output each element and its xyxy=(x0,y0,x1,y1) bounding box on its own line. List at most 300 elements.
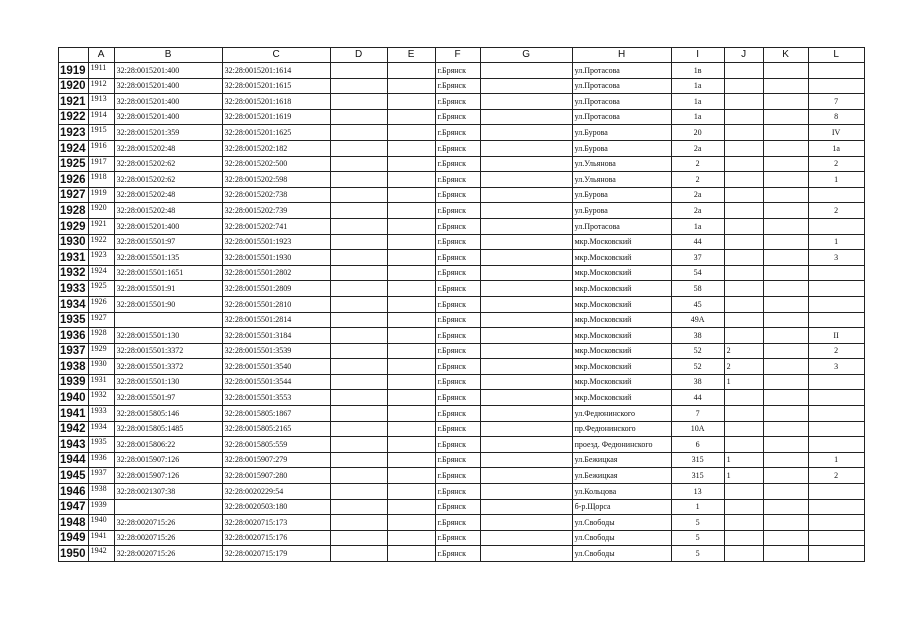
cell-h[interactable]: ул.Протасова xyxy=(572,109,671,125)
cell-d[interactable] xyxy=(330,343,387,359)
cell-l[interactable] xyxy=(808,437,864,453)
cell-d[interactable] xyxy=(330,234,387,250)
cell-b[interactable]: 32:28:0015202:48 xyxy=(114,187,222,203)
cell-k[interactable] xyxy=(763,94,808,110)
cell-f[interactable]: г.Брянск xyxy=(435,390,480,406)
cell-l[interactable] xyxy=(808,78,864,94)
cell-e[interactable] xyxy=(387,546,435,562)
row-number[interactable]: 1927 xyxy=(59,187,89,203)
cell-d[interactable] xyxy=(330,109,387,125)
cell-i[interactable]: 1а xyxy=(671,78,724,94)
cell-g[interactable] xyxy=(480,218,572,234)
cell-i[interactable]: 5 xyxy=(671,546,724,562)
cell-i[interactable]: 5 xyxy=(671,530,724,546)
row-number[interactable]: 1925 xyxy=(59,156,89,172)
cell-d[interactable] xyxy=(330,390,387,406)
cell-e[interactable] xyxy=(387,63,435,79)
cell-a[interactable]: 1932 xyxy=(88,390,114,406)
cell-g[interactable] xyxy=(480,484,572,500)
cell-a[interactable]: 1926 xyxy=(88,296,114,312)
cell-l[interactable] xyxy=(808,406,864,422)
cell-f[interactable]: г.Брянск xyxy=(435,250,480,266)
cell-g[interactable] xyxy=(480,63,572,79)
cell-f[interactable]: г.Брянск xyxy=(435,140,480,156)
cell-l[interactable] xyxy=(808,390,864,406)
cell-i[interactable]: 1 xyxy=(671,499,724,515)
cell-d[interactable] xyxy=(330,94,387,110)
column-header-b[interactable]: B xyxy=(114,48,222,63)
cell-k[interactable] xyxy=(763,265,808,281)
cell-k[interactable] xyxy=(763,421,808,437)
row-number[interactable]: 1928 xyxy=(59,203,89,219)
cell-g[interactable] xyxy=(480,156,572,172)
cell-d[interactable] xyxy=(330,156,387,172)
cell-c[interactable]: 32:28:0015501:2802 xyxy=(222,265,330,281)
cell-b[interactable]: 32:28:0015805:146 xyxy=(114,406,222,422)
cell-b[interactable]: 32:28:0015201:400 xyxy=(114,218,222,234)
cell-g[interactable] xyxy=(480,499,572,515)
cell-e[interactable] xyxy=(387,328,435,344)
cell-e[interactable] xyxy=(387,265,435,281)
cell-a[interactable]: 1923 xyxy=(88,250,114,266)
cell-j[interactable] xyxy=(724,328,763,344)
cell-b[interactable]: 32:28:0015501:130 xyxy=(114,374,222,390)
cell-g[interactable] xyxy=(480,359,572,375)
cell-h[interactable]: ул.Бежицкая xyxy=(572,452,671,468)
cell-a[interactable]: 1941 xyxy=(88,530,114,546)
cell-d[interactable] xyxy=(330,328,387,344)
cell-j[interactable]: 2 xyxy=(724,343,763,359)
cell-f[interactable]: г.Брянск xyxy=(435,359,480,375)
cell-k[interactable] xyxy=(763,203,808,219)
cell-g[interactable] xyxy=(480,406,572,422)
cell-h[interactable]: мкр.Московский xyxy=(572,265,671,281)
cell-j[interactable] xyxy=(724,265,763,281)
row-number[interactable]: 1947 xyxy=(59,499,89,515)
cell-b[interactable]: 32:28:0015201:400 xyxy=(114,63,222,79)
cell-l[interactable]: II xyxy=(808,328,864,344)
cell-f[interactable]: г.Брянск xyxy=(435,374,480,390)
cell-d[interactable] xyxy=(330,468,387,484)
cell-h[interactable]: ул.Бурова xyxy=(572,125,671,141)
cell-j[interactable] xyxy=(724,156,763,172)
cell-g[interactable] xyxy=(480,109,572,125)
cell-b[interactable]: 32:28:0015202:62 xyxy=(114,172,222,188)
cell-c[interactable]: 32:28:0015501:3553 xyxy=(222,390,330,406)
cell-c[interactable]: 32:28:0015805:559 xyxy=(222,437,330,453)
cell-d[interactable] xyxy=(330,515,387,531)
cell-i[interactable]: 2 xyxy=(671,156,724,172)
row-number[interactable]: 1932 xyxy=(59,265,89,281)
cell-l[interactable]: 8 xyxy=(808,109,864,125)
cell-f[interactable]: г.Брянск xyxy=(435,281,480,297)
cell-h[interactable]: ул.Ульянова xyxy=(572,172,671,188)
cell-b[interactable] xyxy=(114,312,222,328)
cell-e[interactable] xyxy=(387,125,435,141)
cell-e[interactable] xyxy=(387,140,435,156)
cell-e[interactable] xyxy=(387,78,435,94)
column-header-f[interactable]: F xyxy=(435,48,480,63)
cell-f[interactable]: г.Брянск xyxy=(435,452,480,468)
cell-c[interactable]: 32:28:0015501:3544 xyxy=(222,374,330,390)
cell-f[interactable]: г.Брянск xyxy=(435,172,480,188)
cell-b[interactable]: 32:28:0015201:400 xyxy=(114,109,222,125)
cell-j[interactable] xyxy=(724,421,763,437)
row-number[interactable]: 1941 xyxy=(59,406,89,422)
cell-j[interactable] xyxy=(724,172,763,188)
cell-b[interactable]: 32:28:0015501:130 xyxy=(114,328,222,344)
cell-k[interactable] xyxy=(763,78,808,94)
cell-j[interactable]: 1 xyxy=(724,468,763,484)
cell-d[interactable] xyxy=(330,187,387,203)
column-header-g[interactable]: G xyxy=(480,48,572,63)
cell-d[interactable] xyxy=(330,437,387,453)
row-number[interactable]: 1936 xyxy=(59,328,89,344)
cell-b[interactable]: 32:28:0015201:359 xyxy=(114,125,222,141)
cell-c[interactable]: 32:28:0015201:1614 xyxy=(222,63,330,79)
cell-i[interactable]: 315 xyxy=(671,452,724,468)
cell-l[interactable]: 7 xyxy=(808,94,864,110)
cell-b[interactable]: 32:28:0015501:135 xyxy=(114,250,222,266)
cell-g[interactable] xyxy=(480,421,572,437)
cell-l[interactable] xyxy=(808,374,864,390)
cell-c[interactable]: 32:28:0015201:1618 xyxy=(222,94,330,110)
cell-e[interactable] xyxy=(387,468,435,484)
cell-b[interactable]: 32:28:0015806:22 xyxy=(114,437,222,453)
cell-i[interactable]: 49А xyxy=(671,312,724,328)
cell-d[interactable] xyxy=(330,296,387,312)
cell-b[interactable]: 32:28:0015202:48 xyxy=(114,203,222,219)
cell-h[interactable]: ул.Ульянова xyxy=(572,156,671,172)
cell-i[interactable]: 2 xyxy=(671,172,724,188)
cell-e[interactable] xyxy=(387,390,435,406)
cell-i[interactable]: 10А xyxy=(671,421,724,437)
cell-c[interactable]: 32:28:0015501:2810 xyxy=(222,296,330,312)
cell-b[interactable]: 32:28:0015201:400 xyxy=(114,78,222,94)
cell-j[interactable] xyxy=(724,125,763,141)
cell-j[interactable] xyxy=(724,296,763,312)
cell-d[interactable] xyxy=(330,484,387,500)
cell-h[interactable]: ул.Свободы xyxy=(572,530,671,546)
cell-l[interactable]: 2 xyxy=(808,203,864,219)
cell-k[interactable] xyxy=(763,296,808,312)
row-number[interactable]: 1922 xyxy=(59,109,89,125)
cell-a[interactable]: 1922 xyxy=(88,234,114,250)
cell-a[interactable]: 1911 xyxy=(88,63,114,79)
cell-f[interactable]: г.Брянск xyxy=(435,546,480,562)
cell-b[interactable]: 32:28:0015501:1651 xyxy=(114,265,222,281)
cell-g[interactable] xyxy=(480,343,572,359)
row-number[interactable]: 1946 xyxy=(59,484,89,500)
cell-h[interactable]: ул.Кольцова xyxy=(572,484,671,500)
cell-e[interactable] xyxy=(387,250,435,266)
cell-e[interactable] xyxy=(387,234,435,250)
cell-h[interactable]: б-р.Щорса xyxy=(572,499,671,515)
cell-e[interactable] xyxy=(387,187,435,203)
cell-k[interactable] xyxy=(763,390,808,406)
cell-j[interactable] xyxy=(724,312,763,328)
row-number[interactable]: 1923 xyxy=(59,125,89,141)
column-header-c[interactable]: C xyxy=(222,48,330,63)
cell-g[interactable] xyxy=(480,452,572,468)
cell-b[interactable]: 32:28:0015501:97 xyxy=(114,390,222,406)
cell-d[interactable] xyxy=(330,374,387,390)
cell-e[interactable] xyxy=(387,437,435,453)
cell-h[interactable]: ул.Бежицкая xyxy=(572,468,671,484)
cell-h[interactable]: мкр.Московский xyxy=(572,234,671,250)
cell-a[interactable]: 1914 xyxy=(88,109,114,125)
cell-a[interactable]: 1942 xyxy=(88,546,114,562)
cell-i[interactable]: 45 xyxy=(671,296,724,312)
cell-k[interactable] xyxy=(763,530,808,546)
cell-a[interactable]: 1937 xyxy=(88,468,114,484)
cell-h[interactable]: ул.Протасова xyxy=(572,78,671,94)
cell-a[interactable]: 1935 xyxy=(88,437,114,453)
cell-g[interactable] xyxy=(480,140,572,156)
cell-f[interactable]: г.Брянск xyxy=(435,437,480,453)
cell-k[interactable] xyxy=(763,452,808,468)
cell-d[interactable] xyxy=(330,312,387,328)
cell-g[interactable] xyxy=(480,468,572,484)
cell-k[interactable] xyxy=(763,343,808,359)
cell-b[interactable]: 32:28:0020715:26 xyxy=(114,530,222,546)
cell-k[interactable] xyxy=(763,468,808,484)
cell-i[interactable]: 37 xyxy=(671,250,724,266)
cell-d[interactable] xyxy=(330,265,387,281)
cell-g[interactable] xyxy=(480,530,572,546)
cell-d[interactable] xyxy=(330,250,387,266)
cell-c[interactable]: 32:28:0015202:598 xyxy=(222,172,330,188)
cell-f[interactable]: г.Брянск xyxy=(435,406,480,422)
cell-h[interactable]: мкр.Московский xyxy=(572,328,671,344)
cell-h[interactable]: ул.Свободы xyxy=(572,546,671,562)
cell-a[interactable]: 1928 xyxy=(88,328,114,344)
cell-a[interactable]: 1915 xyxy=(88,125,114,141)
cell-c[interactable]: 32:28:0015501:3540 xyxy=(222,359,330,375)
cell-g[interactable] xyxy=(480,187,572,203)
row-number[interactable]: 1945 xyxy=(59,468,89,484)
cell-b[interactable]: 32:28:0015501:3372 xyxy=(114,343,222,359)
cell-a[interactable]: 1921 xyxy=(88,218,114,234)
cell-g[interactable] xyxy=(480,515,572,531)
cell-d[interactable] xyxy=(330,203,387,219)
cell-l[interactable]: 3 xyxy=(808,359,864,375)
row-number[interactable]: 1933 xyxy=(59,281,89,297)
cell-f[interactable]: г.Брянск xyxy=(435,421,480,437)
cell-c[interactable]: 32:28:0015501:3184 xyxy=(222,328,330,344)
cell-c[interactable]: 32:28:0015501:1930 xyxy=(222,250,330,266)
cell-g[interactable] xyxy=(480,172,572,188)
cell-e[interactable] xyxy=(387,156,435,172)
cell-k[interactable] xyxy=(763,187,808,203)
cell-h[interactable]: ул.Бурова xyxy=(572,140,671,156)
cell-l[interactable]: 2 xyxy=(808,156,864,172)
cell-a[interactable]: 1939 xyxy=(88,499,114,515)
cell-c[interactable]: 32:28:0015201:1619 xyxy=(222,109,330,125)
row-number[interactable]: 1942 xyxy=(59,421,89,437)
row-number[interactable]: 1926 xyxy=(59,172,89,188)
cell-j[interactable] xyxy=(724,187,763,203)
cell-e[interactable] xyxy=(387,312,435,328)
cell-i[interactable]: 52 xyxy=(671,343,724,359)
cell-j[interactable]: 2 xyxy=(724,359,763,375)
cell-b[interactable]: 32:28:0020715:26 xyxy=(114,546,222,562)
cell-j[interactable] xyxy=(724,499,763,515)
cell-e[interactable] xyxy=(387,94,435,110)
cell-g[interactable] xyxy=(480,328,572,344)
cell-j[interactable] xyxy=(724,109,763,125)
cell-e[interactable] xyxy=(387,452,435,468)
cell-i[interactable]: 44 xyxy=(671,234,724,250)
cell-c[interactable]: 32:28:0015501:2814 xyxy=(222,312,330,328)
cell-c[interactable]: 32:28:0015202:738 xyxy=(222,187,330,203)
cell-l[interactable]: 3 xyxy=(808,250,864,266)
cell-e[interactable] xyxy=(387,343,435,359)
cell-i[interactable]: 52 xyxy=(671,359,724,375)
cell-i[interactable]: 20 xyxy=(671,125,724,141)
cell-h[interactable]: мкр.Московский xyxy=(572,343,671,359)
cell-h[interactable]: мкр.Московский xyxy=(572,374,671,390)
cell-g[interactable] xyxy=(480,94,572,110)
cell-h[interactable]: мкр.Московский xyxy=(572,312,671,328)
cell-a[interactable]: 1919 xyxy=(88,187,114,203)
cell-b[interactable]: 32:28:0015907:126 xyxy=(114,468,222,484)
cell-b[interactable]: 32:28:0021307:38 xyxy=(114,484,222,500)
cell-k[interactable] xyxy=(763,172,808,188)
cell-j[interactable] xyxy=(724,250,763,266)
cell-g[interactable] xyxy=(480,437,572,453)
row-number[interactable]: 1937 xyxy=(59,343,89,359)
cell-k[interactable] xyxy=(763,484,808,500)
cell-i[interactable]: 13 xyxy=(671,484,724,500)
cell-a[interactable]: 1931 xyxy=(88,374,114,390)
cell-d[interactable] xyxy=(330,63,387,79)
column-header-d[interactable]: D xyxy=(330,48,387,63)
column-header-a[interactable]: A xyxy=(88,48,114,63)
cell-i[interactable]: 2а xyxy=(671,187,724,203)
cell-h[interactable]: мкр.Московский xyxy=(572,390,671,406)
cell-i[interactable]: 5 xyxy=(671,515,724,531)
cell-c[interactable]: 32:28:0015202:739 xyxy=(222,203,330,219)
cell-e[interactable] xyxy=(387,484,435,500)
cell-f[interactable]: г.Брянск xyxy=(435,343,480,359)
cell-k[interactable] xyxy=(763,156,808,172)
cell-e[interactable] xyxy=(387,421,435,437)
cell-e[interactable] xyxy=(387,530,435,546)
cell-c[interactable]: 32:28:0020715:176 xyxy=(222,530,330,546)
row-number[interactable]: 1931 xyxy=(59,250,89,266)
cell-f[interactable]: г.Брянск xyxy=(435,156,480,172)
cell-l[interactable] xyxy=(808,265,864,281)
cell-f[interactable]: г.Брянск xyxy=(435,468,480,484)
cell-f[interactable]: г.Брянск xyxy=(435,499,480,515)
cell-k[interactable] xyxy=(763,328,808,344)
cell-k[interactable] xyxy=(763,546,808,562)
cell-g[interactable] xyxy=(480,296,572,312)
cell-d[interactable] xyxy=(330,78,387,94)
row-number[interactable]: 1935 xyxy=(59,312,89,328)
cell-g[interactable] xyxy=(480,125,572,141)
cell-f[interactable]: г.Брянск xyxy=(435,312,480,328)
column-header-k[interactable]: K xyxy=(763,48,808,63)
cell-f[interactable]: г.Брянск xyxy=(435,328,480,344)
cell-j[interactable] xyxy=(724,515,763,531)
cell-k[interactable] xyxy=(763,250,808,266)
cell-f[interactable]: г.Брянск xyxy=(435,234,480,250)
cell-b[interactable]: 32:28:0015907:126 xyxy=(114,452,222,468)
cell-c[interactable]: 32:28:0015202:741 xyxy=(222,218,330,234)
cell-j[interactable] xyxy=(724,546,763,562)
cell-c[interactable]: 32:28:0020715:179 xyxy=(222,546,330,562)
cell-g[interactable] xyxy=(480,203,572,219)
cell-i[interactable]: 44 xyxy=(671,390,724,406)
cell-d[interactable] xyxy=(330,140,387,156)
cell-i[interactable]: 1а xyxy=(671,94,724,110)
cell-i[interactable]: 7 xyxy=(671,406,724,422)
row-number[interactable]: 1939 xyxy=(59,374,89,390)
cell-j[interactable] xyxy=(724,437,763,453)
column-header-j[interactable]: J xyxy=(724,48,763,63)
cell-l[interactable]: 2 xyxy=(808,343,864,359)
cell-f[interactable]: г.Брянск xyxy=(435,94,480,110)
cell-a[interactable]: 1936 xyxy=(88,452,114,468)
cell-a[interactable]: 1940 xyxy=(88,515,114,531)
cell-g[interactable] xyxy=(480,390,572,406)
cell-f[interactable]: г.Брянск xyxy=(435,203,480,219)
cell-a[interactable]: 1916 xyxy=(88,140,114,156)
cell-j[interactable]: 1 xyxy=(724,452,763,468)
cell-a[interactable]: 1927 xyxy=(88,312,114,328)
cell-b[interactable]: 32:28:0015501:3372 xyxy=(114,359,222,375)
cell-k[interactable] xyxy=(763,406,808,422)
cell-g[interactable] xyxy=(480,374,572,390)
cell-k[interactable] xyxy=(763,140,808,156)
cell-g[interactable] xyxy=(480,546,572,562)
cell-c[interactable]: 32:28:0020715:173 xyxy=(222,515,330,531)
cell-f[interactable]: г.Брянск xyxy=(435,484,480,500)
cell-b[interactable]: 32:28:0015501:97 xyxy=(114,234,222,250)
cell-d[interactable] xyxy=(330,452,387,468)
cell-f[interactable]: г.Брянск xyxy=(435,265,480,281)
row-number[interactable]: 1919 xyxy=(59,63,89,79)
cell-j[interactable] xyxy=(724,484,763,500)
cell-l[interactable] xyxy=(808,499,864,515)
cell-b[interactable]: 32:28:0015501:90 xyxy=(114,296,222,312)
cell-l[interactable] xyxy=(808,530,864,546)
cell-d[interactable] xyxy=(330,359,387,375)
cell-b[interactable]: 32:28:0020715:26 xyxy=(114,515,222,531)
cell-b[interactable]: 32:28:0015202:48 xyxy=(114,140,222,156)
row-number[interactable]: 1944 xyxy=(59,452,89,468)
cell-k[interactable] xyxy=(763,499,808,515)
cell-l[interactable] xyxy=(808,281,864,297)
cell-d[interactable] xyxy=(330,499,387,515)
row-number[interactable]: 1938 xyxy=(59,359,89,375)
cell-f[interactable]: г.Брянск xyxy=(435,296,480,312)
cell-b[interactable]: 32:28:0015805:1485 xyxy=(114,421,222,437)
cell-f[interactable]: г.Брянск xyxy=(435,530,480,546)
cell-a[interactable]: 1920 xyxy=(88,203,114,219)
cell-i[interactable]: 6 xyxy=(671,437,724,453)
cell-j[interactable] xyxy=(724,406,763,422)
cell-e[interactable] xyxy=(387,172,435,188)
cell-h[interactable]: мкр.Московский xyxy=(572,281,671,297)
cell-k[interactable] xyxy=(763,63,808,79)
cell-j[interactable] xyxy=(724,140,763,156)
cell-e[interactable] xyxy=(387,359,435,375)
cell-j[interactable] xyxy=(724,78,763,94)
cell-a[interactable]: 1929 xyxy=(88,343,114,359)
